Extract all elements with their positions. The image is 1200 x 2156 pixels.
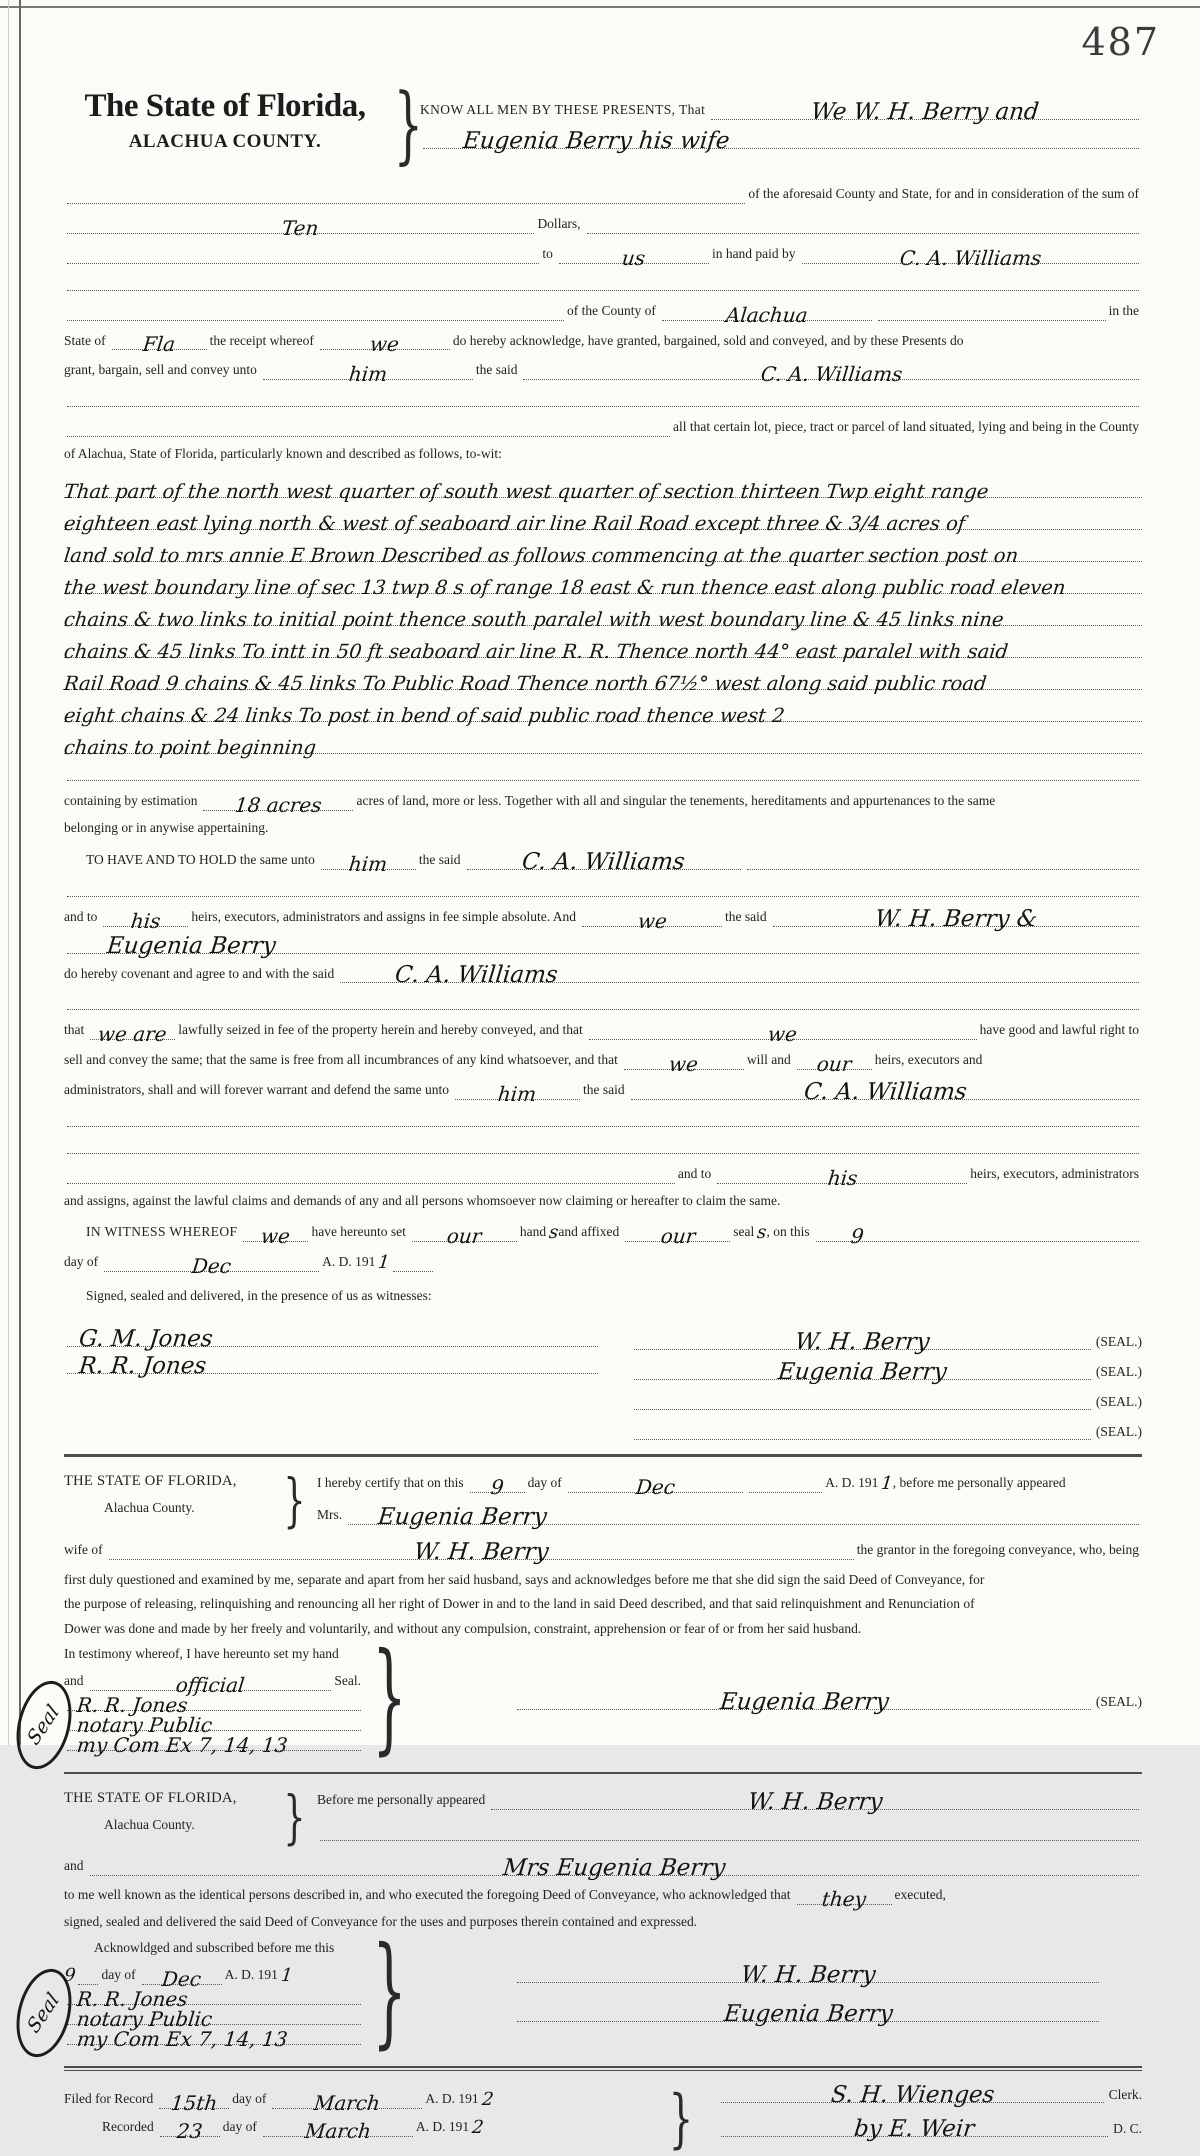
we3-handwriting: we (766, 1022, 799, 1047)
before-text: Before me personally appeared (317, 1792, 486, 1808)
will-and-text: will and (746, 1052, 791, 1068)
cert-day-handwriting: 9 (489, 1474, 505, 1499)
ack-signature: W. H. Berry (739, 1962, 877, 1989)
notary-seal-stamp: Seal (8, 1675, 80, 1775)
aforesaid-text: of the aforesaid County and State, for and in consideration of the sum of (748, 186, 1139, 201)
state-of-text: State of (64, 332, 106, 348)
cert-day-of-text: day of (527, 1474, 562, 1490)
legal-description-line: the west boundary line of sec 13 twp 8 s of range 18 east & run thence east along public road eleven (64, 562, 1142, 594)
month-handwriting: Dec (190, 1253, 233, 1278)
notary-signature: R. R. Jones (75, 1986, 189, 2011)
heirs-text: heirs, executors, administrators and assigns in fee simple absolute. And (191, 908, 577, 924)
receipt-text: the receipt whereof (209, 332, 314, 348)
our2-handwriting: our (659, 1223, 697, 1248)
seized-text: lawfully seized in fee of the property herein and hereby conveyed, and that (178, 1022, 583, 1038)
page-left-rule (19, 0, 21, 1745)
wife-of-text: wife of (64, 1541, 103, 1557)
executed-text: executed, (894, 1887, 946, 1903)
sum-handwriting: Ten (281, 215, 321, 240)
filing-record (64, 2081, 1142, 2156)
footer-brace: } (668, 2082, 694, 2156)
ack-month-handwriting: Dec (160, 1966, 203, 1991)
page-top-rule (0, 6, 1200, 8)
certify-text: I hereby certify that on this (317, 1474, 464, 1490)
covenant-said-text: do hereby covenant and agree to and with the said (64, 965, 335, 981)
presence-text: Signed, sealed and delivered, in the presence of us as witnesses: (86, 1287, 432, 1303)
clerk-label: Clerk. (1108, 2087, 1142, 2103)
signature-area (64, 1320, 1142, 1440)
cert-ad-text: A. D. 191 (825, 1474, 879, 1490)
county-handwriting: Alachua (724, 302, 809, 327)
and2-text: and (64, 1858, 84, 1874)
filed-month-handwriting: March (313, 2091, 382, 2116)
notary-signature: R. R. Jones (75, 1693, 189, 1718)
seal-label: (SEAL.) (1095, 1694, 1142, 1710)
ad-text: A. D. 191 (322, 1253, 376, 1269)
legal-description-line: chains & two links to initial point thence south paralel with west boundary line & 45 links nine (64, 594, 1142, 626)
state-title: The State of Florida, (84, 88, 366, 124)
seal-s-handwriting: s (756, 1221, 768, 1243)
signed-text: signed, sealed and delivered the said Deed of Conveyance for the uses and purposes therein contained and expressed. (64, 1914, 698, 1930)
belonging-text: belonging or in anywise appertaining. (64, 819, 269, 835)
the-said3-text: the said (725, 908, 767, 924)
legal-description-line: land sold to mrs annie E Brown Described as follows commencing at the quarter section post on (64, 530, 1142, 562)
filed-text: Filed for Record (64, 2091, 154, 2107)
payer-handwriting: C. A. Williams (898, 245, 1043, 270)
notary-brace: } (372, 1628, 407, 1768)
grant-text: grant, bargain, sell and convey unto (64, 362, 257, 378)
on-this-text: , on this (766, 1223, 810, 1239)
acknowledge-text: do hereby acknowledge, have granted, bargained, sold and conveyed, and by these Presents do (452, 332, 964, 348)
hand-text: hand (519, 1223, 547, 1239)
county-of-text: of the County of (566, 302, 656, 318)
acres-text: acres of land, more or less. Together with all and singular the tenements, hereditaments and appurtenances to the same (356, 793, 996, 808)
document-header (64, 75, 1142, 173)
administrators-text: administrators, shall and will forever warrant and defend the same unto (64, 1082, 450, 1098)
appeared-name2-handwriting: Mrs Eugenia Berry (501, 1855, 727, 1882)
to-have-text: TO HAVE AND TO HOLD the same unto (86, 851, 315, 867)
seal-text: Seal. (334, 1673, 361, 1689)
seal-word-text: seal (733, 1223, 755, 1239)
receipt-handwriting: we (369, 332, 401, 357)
legal-description (62, 466, 1142, 759)
dollars-text: Dollars, (537, 215, 581, 231)
ack-day-of-text: day of (101, 1967, 136, 1983)
seal-label: (SEAL.) (1095, 1393, 1142, 1409)
official-handwriting: official (174, 1673, 246, 1698)
recorded-day-handwriting: 23 (175, 2119, 204, 2144)
notary-seal-stamp: Seal (8, 1963, 80, 2063)
recorded-text: Recorded (102, 2119, 154, 2135)
state-handwriting: Fla (141, 332, 177, 357)
notary-brace-2: } (372, 1922, 407, 2062)
witness-signature: R. R. Jones (77, 1352, 208, 1379)
section-divider (64, 1454, 1142, 1457)
grantee2-handwriting: C. A. Williams (521, 848, 687, 875)
they-handwriting: they (820, 1887, 868, 1912)
heirs2-text: heirs, executors and (874, 1052, 983, 1068)
in-the-text: in the (1108, 302, 1139, 318)
notary-title-handwriting: notary Public (75, 2006, 214, 2031)
deputy-signature: by E. Weir (853, 2116, 977, 2143)
and-to2-text: and to (677, 1166, 712, 1181)
cert-year-handwriting: 1 (880, 1472, 894, 1494)
to-text: to (542, 245, 553, 261)
grantor-certification (23, 1783, 1142, 2062)
grantors-handwriting: We W. H. Berry and (809, 98, 1041, 125)
ack-day-handwriting: 9 (62, 1964, 77, 1986)
legal-description-line: chains & 45 links To intt in 50 ft seaboard air line R. R. Thence north 44° east paralel with said (64, 626, 1142, 658)
section-divider (64, 2066, 1142, 2071)
ack-signature: Eugenia Berry (722, 2001, 894, 2028)
him2-handwriting: him (497, 1082, 538, 1106)
we4-handwriting: we (668, 1052, 700, 1077)
notary-title-handwriting: notary Public (75, 1713, 214, 1738)
filed-day-of-text: day of (232, 2091, 267, 2107)
cert-county-text: Alachua County. (104, 1499, 195, 1515)
we2-handwriting: we (636, 908, 668, 933)
appeared-text: , before me personally appeared (892, 1474, 1066, 1490)
unto2-handwriting: him (347, 851, 389, 876)
legal-description-line: eighteen east lying north & west of seaboard air line Rail Road except three & 3/4 acres of (64, 498, 1142, 530)
cert2-state-text: THE STATE OF FLORIDA, (64, 1790, 237, 1807)
legal-description-line: chains to point beginning (64, 722, 1142, 754)
husband-handwriting: W. H. Berry (412, 1538, 550, 1565)
clerk-signature: S. H. Wienges (829, 2082, 996, 2109)
cert2-brace: } (283, 1783, 306, 1852)
dower-signature: Eugenia Berry (718, 1689, 890, 1716)
unto-handwriting: him (347, 362, 389, 387)
to-whom-handwriting: us (621, 245, 647, 270)
day-num-handwriting: 9 (849, 1223, 865, 1248)
appeared-name1-handwriting: W. H. Berry (746, 1789, 884, 1816)
set-text: have hereunto set (311, 1223, 406, 1239)
ack-year-handwriting: 1 (279, 1964, 294, 1986)
hand-s-handwriting: s (548, 1221, 560, 1243)
day-of-text: day of (64, 1253, 99, 1269)
dower-paragraph-3: Dower was done and made by her freely and voluntarily, and without any compulsion, constraint, apprehension or fear of or from her said husband. (64, 1621, 862, 1637)
ack-ad-text: A. D. 191 (224, 1967, 278, 1983)
acres-handwriting: 18 acres (233, 792, 324, 817)
year-handwriting: 1 (377, 1251, 391, 1273)
grantor-signature: W. H. Berry (793, 1328, 931, 1355)
grantee-handwriting: C. A. Williams (759, 362, 904, 387)
in-witness-text: IN WITNESS WHEREOF (86, 1223, 238, 1239)
recorded-month-handwriting: March (303, 2119, 373, 2144)
berry-handwriting: W. H. Berry & (873, 905, 1039, 932)
lawful-right-text: have good and lawful right to (979, 1022, 1139, 1038)
recorded-year-handwriting: 2 (471, 2117, 485, 2139)
the-said-text: the said (475, 362, 518, 378)
filed-day-handwriting: 15th (169, 2091, 219, 2116)
acknowledged-text: Acknowldged and subscribed before me this (94, 1940, 335, 1956)
all-that-text: all that certain lot, piece, tract or parcel of land situated, lying and being in the County (673, 419, 1139, 435)
cert-state-text: THE STATE OF FLORIDA, (64, 1472, 237, 1489)
page-number: 487 (1081, 20, 1160, 64)
that-text: that (64, 1022, 85, 1038)
grantee3-handwriting: C. A. Williams (393, 962, 560, 989)
cert-brace: } (283, 1465, 306, 1534)
grantor-signature: Eugenia Berry (776, 1358, 949, 1385)
commission-handwriting: my Com Ex 7, 14, 13 (75, 1733, 289, 1758)
commission-handwriting: my Com Ex 7, 14, 13 (75, 2026, 289, 2051)
dower-certification (23, 1465, 1142, 1768)
seal-label: (SEAL.) (1095, 1423, 1142, 1439)
header-brace: } (393, 75, 424, 173)
recorded-ad-text: A. D. 191 (415, 2119, 470, 2135)
county-title: ALACHUA COUNTY. (128, 131, 322, 152)
mrs-name-handwriting: Eugenia Berry (376, 1503, 549, 1530)
witness-we-handwriting: we (260, 1223, 292, 1248)
recorded-day-of-text: day of (222, 2119, 257, 2135)
mrs-text: Mrs. (317, 1506, 343, 1522)
containing-text: containing by estimation (64, 793, 198, 808)
known-text: to me well known as the identical persons described in, and who executed the foregoing Deed of Conveyance, who acknowledged that (64, 1887, 791, 1903)
cert2-county-text: Alachua County. (104, 1817, 195, 1833)
legal-description-line: Rail Road 9 chains & 45 links To Public Road Thence north 67½° west along said public road (64, 658, 1142, 690)
cert-month-handwriting: Dec (634, 1474, 676, 1499)
we-are-handwriting: we are (97, 1022, 169, 1047)
testimony-text: In testimony whereof, I have hereunto set my hand (64, 1646, 339, 1662)
dower-paragraph-1: first duly questioned and examined by me, separate and apart from her said husband, says and acknowledges before me that she did sign the said Deed of Conveyance, for (64, 1571, 985, 1587)
grantors-handwriting-2: Eugenia Berry his wife (461, 127, 731, 154)
sell-convey-text: sell and convey the same; that the same is free from all incumbrances of any kind whatsoever, and that (64, 1052, 618, 1068)
legal-description-line: eight chains & 24 links To post in bend of said public road thence west 2 (64, 690, 1142, 722)
to-wit-text: of Alachua, State of Florida, particularly known and described as follows, to-wit: (64, 446, 502, 462)
dc-label: D. C. (1113, 2121, 1142, 2137)
our-handwriting: our (815, 1052, 853, 1077)
grantee4-handwriting: C. A. Williams (802, 1079, 968, 1105)
section-divider (64, 1772, 1142, 1774)
his-handwriting: his (129, 908, 162, 933)
seal-label: (SEAL.) (1095, 1363, 1142, 1379)
filed-ad-text: A. D. 191 (425, 2091, 479, 2107)
heirs3-text: heirs, executors, administrators (970, 1166, 1139, 1181)
witness-signature: G. M. Jones (77, 1325, 215, 1352)
and-text: and (64, 1673, 84, 1689)
his2-handwriting: his (826, 1165, 859, 1190)
affixed-text: and affixed (558, 1223, 620, 1239)
legal-description-line: That part of the north west quarter of south west quarter of section thirteen Twp eight range (64, 466, 1142, 498)
and-to-text: and to (64, 908, 98, 924)
the-said4-text: the said (583, 1082, 625, 1098)
eugenia-handwriting: Eugenia Berry (105, 932, 278, 959)
page-left-edge (8, 0, 9, 1745)
the-said2-text: the said (418, 851, 461, 867)
filed-year-handwriting: 2 (480, 2089, 495, 2111)
seal-label: (SEAL.) (1095, 1333, 1142, 1349)
know-all-men-text: KNOW ALL MEN BY THESE PRESENTS, That (420, 102, 706, 117)
assigns-text: and assigns, against the lawful claims and demands of any and all persons whomsoever now claiming or hereafter to claim the same. (64, 1192, 781, 1208)
paid-by-text: in hand paid by (711, 245, 796, 261)
grantor-text: the grantor in the foregoing conveyance, who, being (856, 1541, 1139, 1557)
our1-handwriting: our (445, 1223, 483, 1248)
dower-paragraph-2: the purpose of releasing, relinquishing and renouncing all her right of Dower in and to the land in said Deed described, and that said relinquishment and Renunciation of (64, 1596, 975, 1612)
